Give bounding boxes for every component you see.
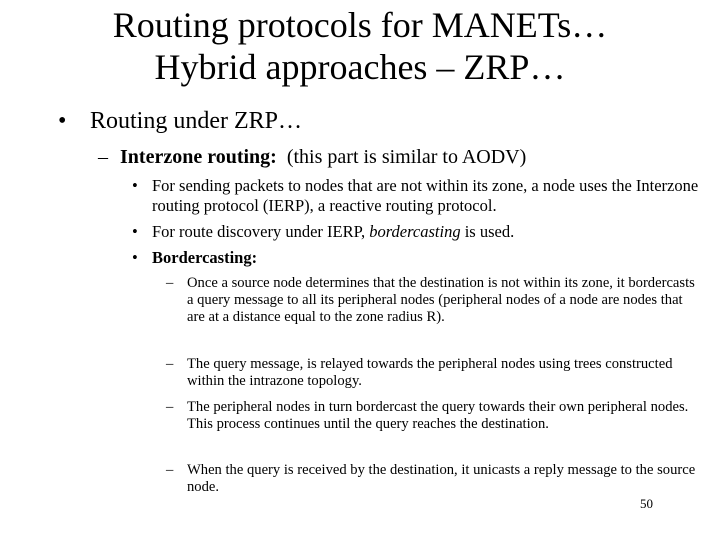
page-number: 50	[640, 496, 653, 511]
text-before: For route discovery under IERP,	[152, 222, 370, 241]
dash-icon: –	[166, 462, 174, 478]
bullet-icon: •	[132, 222, 138, 241]
text-after: is used.	[460, 222, 515, 241]
bordercasting-term: bordercasting	[369, 222, 461, 241]
bullet-icon: •	[132, 176, 138, 195]
point-text: For sending packets to nodes that are not within its zone, a node uses the Interzone routing protocol (IERP), a reactive routing protocol.	[152, 176, 699, 215]
sub-item-interzone-routing	[98, 144, 698, 170]
title-line-2: Hybrid approaches – ZRP…	[154, 47, 566, 87]
dash-icon: –	[166, 275, 174, 291]
bordercasting-heading: Bordercasting:	[152, 248, 258, 267]
detail-unicast-reply	[166, 462, 706, 496]
dash-icon: –	[98, 146, 108, 168]
detail-text: Once a source node determines that the destination is not within its zone, it bordercasts a query message to all its peripheral nodes (peripheral nodes of a node are nodes that are at a distance equal to the zone radius R).	[187, 275, 695, 325]
dash-icon: –	[166, 356, 174, 372]
detail-text: When the query is received by the destination, it unicasts a reply message to the source node.	[187, 462, 696, 495]
point-route-discovery	[132, 222, 712, 242]
point-text	[152, 222, 712, 242]
point-ierp-usage	[132, 176, 712, 215]
interzone-routing-note: (this part is similar to AODV)	[276, 146, 527, 168]
point-bordercasting	[132, 248, 712, 268]
detail-query-relay	[166, 356, 706, 390]
slide-title	[0, 4, 720, 88]
bullet-icon: •	[58, 108, 67, 134]
detail-peripheral-bordercast	[166, 399, 706, 433]
dash-icon: –	[166, 399, 174, 415]
bullet-routing-under-zrp	[58, 106, 698, 136]
title-line-1: Routing protocols for MANETs…	[112, 5, 608, 45]
bullet-text: Routing under ZRP…	[90, 108, 303, 134]
detail-text: The query message, is relayed towards the peripheral nodes using trees constructed within the intrazone topology.	[187, 356, 673, 389]
interzone-routing-heading: Interzone routing:	[120, 146, 277, 168]
detail-source-node-bordercast	[166, 275, 706, 326]
bullet-icon: •	[132, 248, 138, 267]
detail-text: The peripheral nodes in turn bordercast the query towards their own peripheral nodes. This process continues until the query reaches the destination.	[187, 399, 689, 432]
